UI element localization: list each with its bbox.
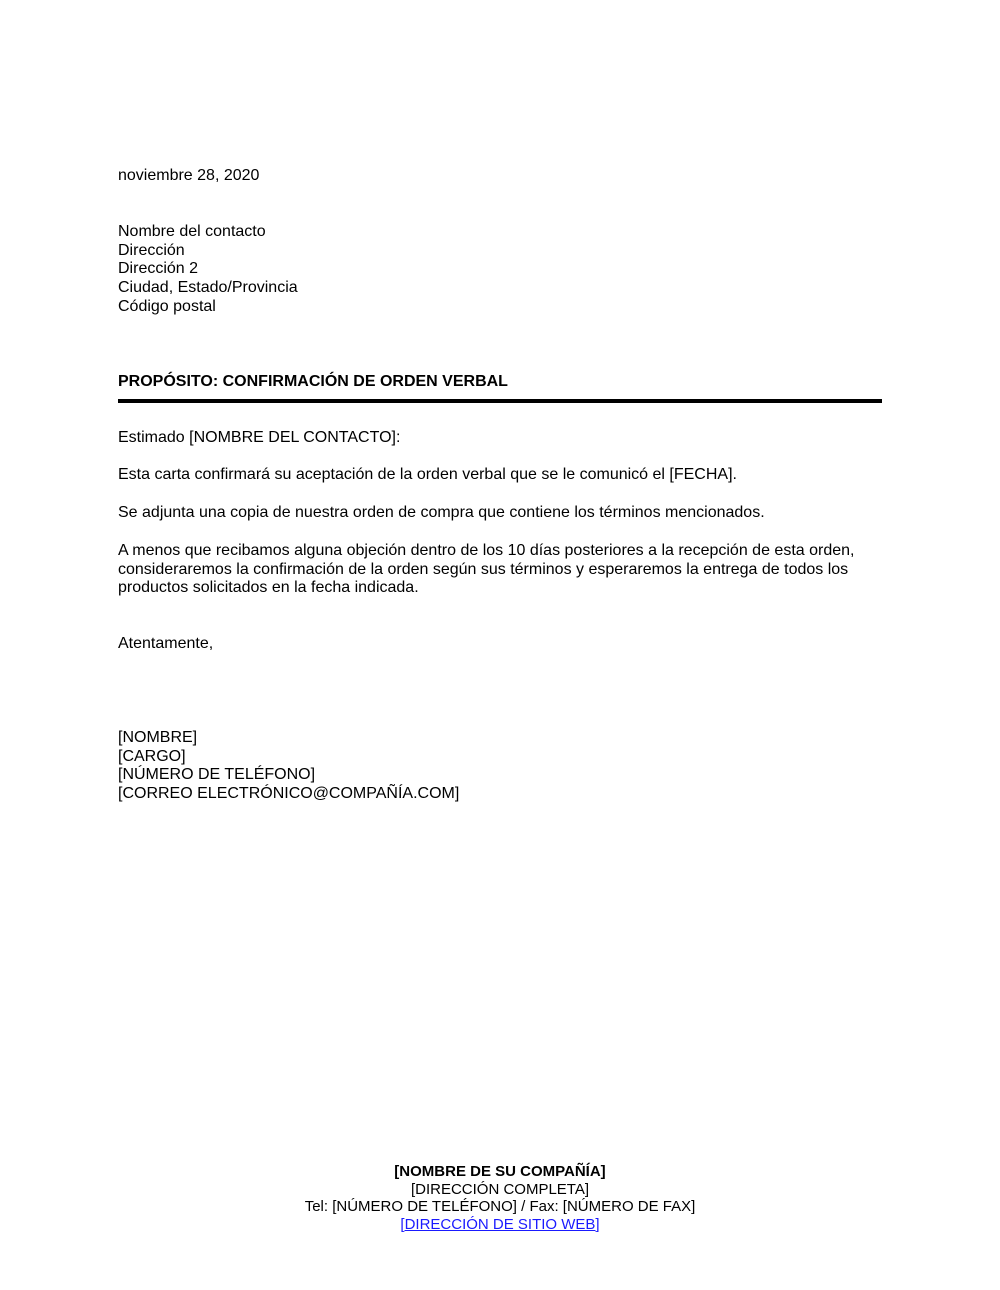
signature-email: [CORREO ELECTRÓNICO@COMPAÑÍA.COM] [118, 785, 460, 803]
body-paragraph-2: Se adjunta una copia de nuestra orden de compra que contiene los términos mencionados. [118, 504, 765, 521]
letter-closing: Atentamente, [118, 635, 214, 652]
recipient-postal-code: Código postal [118, 297, 216, 315]
recipient-city-state: Ciudad, Estado/Provincia [118, 279, 298, 297]
signature-phone: [NÚMERO DE TELÉFONO] [118, 766, 316, 784]
body-paragraph-3: A menos que recibamos alguna objeción dentro de los 10 días posteriores a la recepción de esta orden, consideraremos la confirmación de la orden según sus términos y esperaremos la entrega de todos los productos solicitados en la fecha indicada. [118, 542, 855, 597]
signature-name: [NOMBRE] [118, 729, 198, 746]
signature-title: [CARGO] [118, 747, 186, 765]
footer-contact: Tel: [NÚMERO DE TELÉFONO] / Fax: [NÚMERO DE FAX] [304, 1198, 696, 1215]
signature-block [118, 729, 459, 804]
subject-divider [118, 399, 882, 403]
letterhead-footer [0, 1163, 1000, 1233]
recipient-address-line-2: Dirección 2 [118, 260, 199, 278]
letter-subject: PROPÓSITO: CONFIRMACIÓN DE ORDEN VERBAL [118, 373, 508, 390]
footer-company-name: [NOMBRE DE SU COMPAÑÍA] [394, 1163, 606, 1180]
body-paragraph-1: Esta carta confirmará su aceptación de la orden verbal que se le comunicó el [FECHA]. [118, 466, 737, 483]
recipient-address [118, 223, 298, 316]
footer-website-link[interactable]: [DIRECCIÓN DE SITIO WEB] [400, 1215, 600, 1233]
recipient-address-line-1: Dirección [118, 241, 185, 259]
footer-address: [DIRECCIÓN COMPLETA] [410, 1180, 590, 1198]
letter-date: noviembre 28, 2020 [118, 167, 260, 184]
letter-greeting: Estimado [NOMBRE DEL CONTACTO]: [118, 429, 401, 446]
recipient-name: Nombre del contacto [118, 223, 266, 240]
